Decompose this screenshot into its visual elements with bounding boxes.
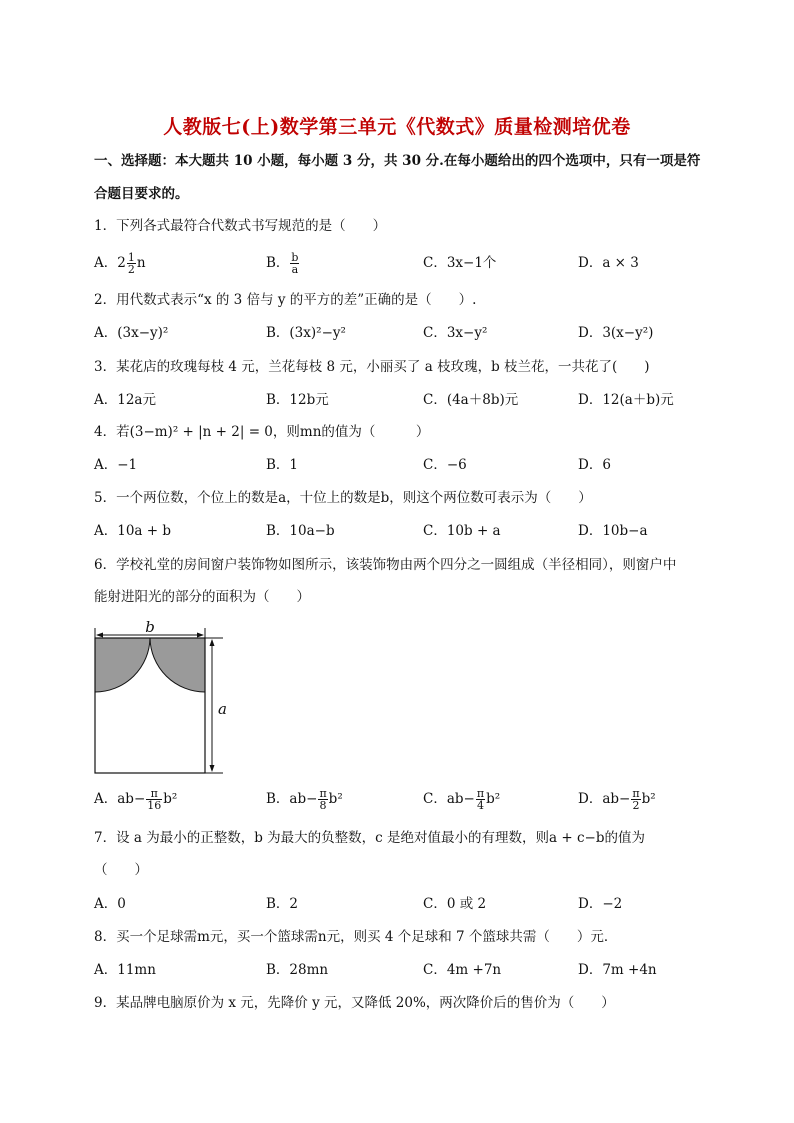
question-6-options	[94, 788, 714, 818]
section-heading-line1: 一、选择题：本大题共 10 小题，每小题 3 分，共 30 分.在每小题给出的四个选项中，只有一项是符	[94, 153, 701, 169]
question-3-stem: 3．某花店的玫瑰每枝 4 元，兰花每枝 8 元，小丽买了 a 枝玫瑰，b 枝兰花，一共花了( )	[94, 359, 650, 375]
option-5c: C．10b + a	[423, 523, 501, 539]
question-8-stem: 8．买一个足球需m元，买一个篮球需n元，则买 4 个足球和 7 个篮球共需（ ）元．	[94, 929, 618, 945]
option-6b: B．ab− $\frac{\pi}{8}$ b²	[266, 787, 343, 812]
option-8d: D．7m +4n	[578, 962, 657, 978]
question-7-options	[94, 893, 714, 923]
question-9-stem: 9．某品牌电脑原价为 x 元，先降价 y 元，又降低 20%，两次降价后的售价为（ ）	[94, 995, 615, 1011]
option-8a: A．11mn	[94, 962, 156, 978]
question-2-options	[94, 322, 714, 352]
shaded-quarter-circles	[95, 638, 205, 692]
option-6d: D．ab− $\frac{\pi}{2}$ b²	[578, 787, 656, 812]
option-3b: B．12b元	[266, 392, 329, 408]
option-2b: B．(3x)²−y²	[266, 325, 346, 341]
label-b: b	[145, 618, 155, 636]
option-6a: A．ab− $\frac{\pi}{16}$ b²	[94, 787, 178, 812]
question-8-options	[94, 959, 714, 989]
option-8b: B．28mn	[266, 962, 329, 978]
option-3a: A．12a元	[94, 392, 156, 408]
option-4a: A．−1	[94, 457, 138, 473]
page-title: 人教版七(上)数学第三单元《代数式》质量检测培优卷	[163, 116, 631, 138]
window-figure	[88, 618, 238, 783]
option-1d: D．a × 3	[578, 255, 639, 271]
option-2d: D．3(x−y²)	[578, 325, 654, 341]
option-3c: C．(4a＋8b)元	[423, 392, 519, 408]
option-3d: D．12(a＋b)元	[578, 392, 674, 408]
option-7b: B．2	[266, 896, 299, 912]
question-2-stem: 2．用代数式表示“x 的 3 倍与 y 的平方的差”正确的是（ ）.	[94, 292, 477, 308]
question-5-stem: 5．一个两位数，个位上的数是a，十位上的数是b，则这个两位数可表示为（ ）	[94, 490, 592, 506]
question-7-stem-line1: 7．设 a 为最小的正整数，b 为最大的负整数，c 是绝对值最小的有理数，则a + c−b的值为	[94, 830, 645, 846]
option-5a: A．10a + b	[94, 523, 172, 539]
option-1c: C．3x−1个	[423, 255, 497, 271]
option-4d: D．6	[578, 457, 611, 473]
question-1-stem: 1．下列各式最符合代数式书写规范的是（ ）	[94, 218, 387, 234]
question-3-options	[94, 389, 714, 419]
option-4c: C．−6	[423, 457, 467, 473]
section-heading-line2: 合题目要求的。	[94, 186, 189, 202]
option-2c: C．3x−y²	[423, 325, 488, 341]
question-4-stem: 4．若(3−m)² + |n + 2| = 0，则mn的值为（ ）	[94, 424, 430, 440]
option-7d: D．−2	[578, 896, 623, 912]
option-5d: D．10b−a	[578, 523, 648, 539]
question-7-stem-line2: （ ）	[94, 862, 148, 878]
option-1b: B． $\frac{b}{a}$	[266, 251, 299, 276]
option-2a: A．(3x−y)²	[94, 325, 169, 341]
option-7c: C．0 或 2	[423, 896, 487, 912]
question-6-stem-line1: 6．学校礼堂的房间窗户装饰物如图所示，该装饰物由两个四分之一圆组成（半径相同），则窗户中	[94, 557, 677, 573]
question-5-options	[94, 520, 714, 550]
option-4b: B．1	[266, 457, 299, 473]
option-5b: B．10a−b	[266, 523, 335, 539]
question-6-stem-line2: 能射进阳光的部分的面积为（ ）	[94, 589, 310, 605]
option-1a: A．2 $\frac{1}{2}$ n	[94, 251, 146, 276]
question-4-options	[94, 454, 714, 484]
label-a: a	[218, 700, 227, 718]
option-6c: C．ab− $\frac{\pi}{4}$ b²	[423, 787, 501, 812]
option-7a: A．0	[94, 896, 126, 912]
question-1-options	[94, 252, 714, 282]
option-8c: C．4m +7n	[423, 962, 502, 978]
